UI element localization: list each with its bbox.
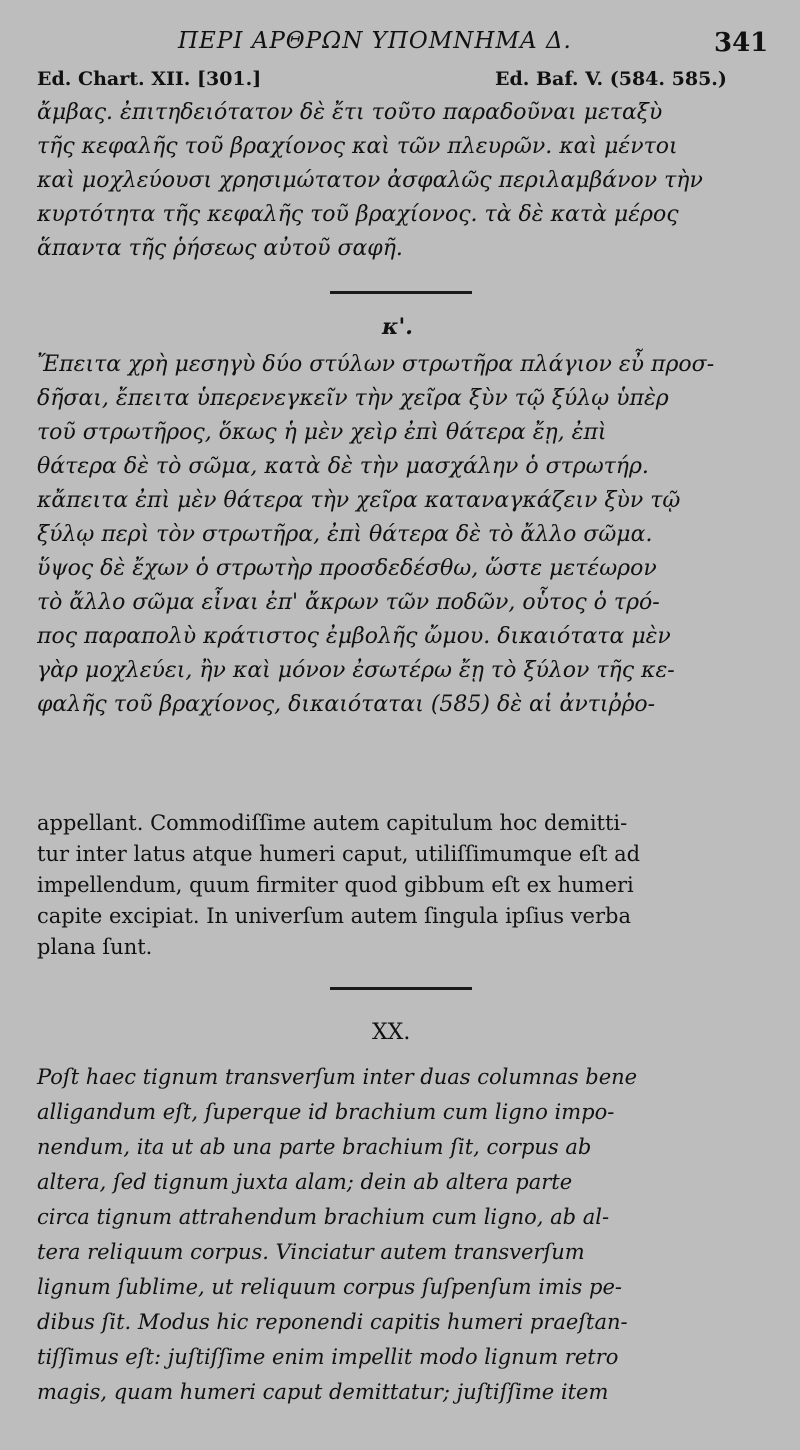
text-line: γὰρ μοχλεύει, ἢν καὶ μόνον ἐσωτέρω ἔῃ τὸ ξύλον τῆς κε- (37, 658, 675, 683)
text-line: tur inter latus atque humeri caput, utiliſſimumque eſt ad (37, 842, 641, 866)
text-line: appellant. Commodiſſime autem capitulum hoc demitti- (37, 811, 628, 835)
text-line: alligandum eſt, ſuperque id brachium cum ligno impo- (37, 1100, 615, 1124)
latin-section-paragraph (37, 1060, 764, 1410)
text-line: lignum ſublime, ut reliquum corpus ſuſpenſum imis pe- (37, 1275, 622, 1299)
text-line: Poſt haec tignum transverſum inter duas columnas bene (37, 1065, 638, 1089)
text-line: ξύλῳ περὶ τὸν στρωτῆρα, ἐπὶ θάτερα δὲ τὸ ἄλλο σῶμα. (37, 522, 653, 547)
text-line: capite excipiat. In univerſum autem ſingula ipſius verba (37, 904, 631, 928)
text-line: tera reliquum corpus. Vinciatur autem transverſum (37, 1240, 585, 1264)
text-line: impellendum, quum firmiter quod gibbum eſt ex humeri (37, 873, 634, 897)
text-line: δῆσαι, ἔπειτα ὑπερενεγκεῖν τὴν χεῖρα ξὺν τῷ ξύλῳ ὑπὲρ (37, 386, 669, 411)
text-line: ἅπαντα τῆς ῥήσεως αὐτοῦ σαφῆ. (37, 236, 403, 261)
text-line: ἄμβας. ἐπιτηδειότατον δὲ ἔτι τοῦτο παραδοῦναι μεταξὺ (37, 100, 663, 125)
text-line: θάτερα δὲ τὸ σῶμα, κατὰ δὲ τὴν μασχάλην ὁ στρωτήρ. (37, 454, 649, 479)
text-line: ὕψος δὲ ἔχων ὁ στρωτὴρ προσδεδέσθω, ὥστε μετέωρον (37, 556, 657, 581)
greek-section-label: κ'. (382, 314, 413, 340)
text-line: altera, ſed tignum juxta alam; dein ab altera parte (37, 1170, 573, 1194)
text-line: nendum, ita ut ab una parte brachium ſit, corpus ab (37, 1135, 592, 1159)
text-line: κυρτότητα τῆς κεφαλῆς τοῦ βραχίονος. τὰ δὲ κατὰ μέρος (37, 202, 679, 227)
edition-reference-left: Ed. Chart. XII. [301.] (37, 68, 262, 90)
latin-intro-paragraph (37, 808, 764, 963)
text-line: τὸ ἄλλο σῶμα εἶναι ἐπ' ἄκρων τῶν ποδῶν, οὗτος ὁ τρό- (37, 590, 660, 615)
edition-reference-right: Ed. Baf. V. (584. 585.) (495, 68, 727, 90)
greek-section-paragraph (37, 348, 764, 722)
page-number: 341 (714, 28, 769, 58)
text-line: tiſſimus eſt: juſtiſſime enim impellit modo lignum retro (37, 1345, 619, 1369)
text-line: magis, quam humeri caput demittatur; juſtiſſime item (37, 1380, 609, 1404)
greek-intro-paragraph (37, 96, 764, 266)
text-line: dibus ſit. Modus hic reponendi capitis humeri praeſtan- (37, 1310, 628, 1334)
section-divider (330, 291, 472, 294)
text-line: πος παραπολὺ κράτιστος ἐμβολῆς ὤμου. δικαιότατα μὲν (37, 624, 671, 649)
latin-section-label: XX. (372, 1020, 411, 1045)
running-header-title: ΠΕΡΙ ΑΡΘΡΩΝ ΥΠΟΜΝΗΜΑ Δ. (178, 28, 572, 54)
text-line: plana ſunt. (37, 935, 153, 959)
text-line: Ἔπειτα χρὴ μεσηγὺ δύο στύλων στρωτῆρα πλάγιον εὖ προσ- (37, 352, 715, 377)
text-line: circa tignum attrahendum brachium cum ligno, ab al- (37, 1205, 610, 1229)
text-line: κἄπειτα ἐπὶ μὲν θάτερα τὴν χεῖρα καταναγκάζειν ξὺν τῷ (37, 488, 681, 513)
text-line: τοῦ στρωτῆρος, ὅκως ἡ μὲν χεὶρ ἐπὶ θάτερα ἔῃ, ἐπὶ (37, 420, 607, 445)
text-line: φαλῆς τοῦ βραχίονος, δικαιόταται (585) δὲ αἱ ἀντιῤῥο- (37, 692, 656, 717)
text-line: τῆς κεφαλῆς τοῦ βραχίονος καὶ τῶν πλευρῶν. καὶ μέντοι (37, 134, 678, 159)
text-line: καὶ μοχλεύουσι χρησιμώτατον ἀσφαλῶς περιλαμβάνον τὴν (37, 168, 703, 193)
section-divider (330, 987, 472, 990)
